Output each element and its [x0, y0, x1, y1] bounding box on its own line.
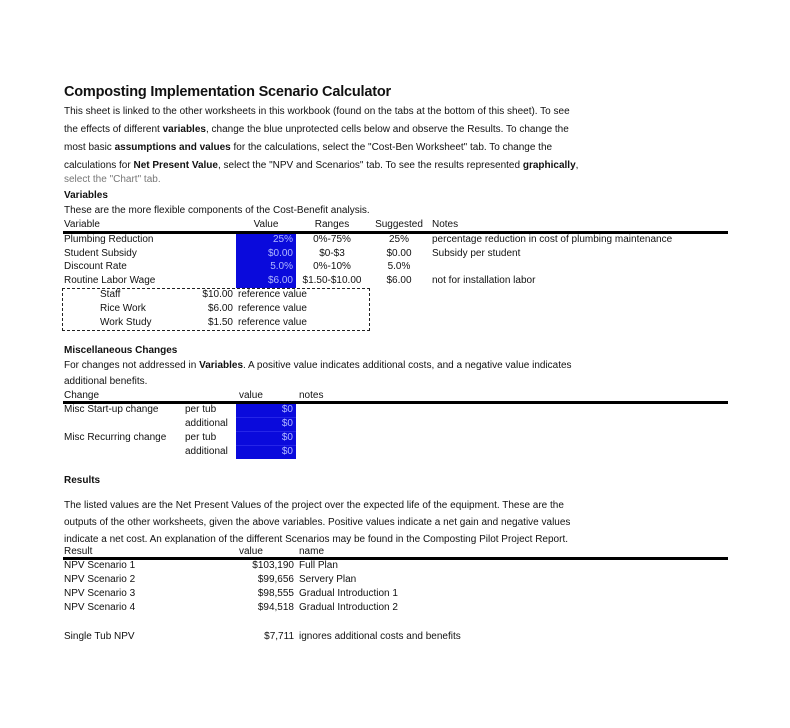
variable-notes: percentage reduction in cost of plumbing maintenance	[432, 234, 673, 245]
reference-label: reference value	[238, 289, 307, 300]
result-name: Servery Plan	[299, 574, 357, 585]
plumbing-reduction-input[interactable]: 25%	[272, 234, 293, 245]
misc-description-1	[64, 360, 572, 372]
discount-rate-input[interactable]: 5.0%	[270, 261, 293, 272]
result-name: Gradual Introduction 2	[299, 602, 398, 613]
text: most basic	[64, 142, 115, 153]
reference-label: reference value	[238, 317, 307, 328]
header-rule	[63, 401, 728, 404]
intro-line-3	[64, 142, 552, 154]
col-header-ranges: Ranges	[314, 219, 350, 230]
page-title: Composting Implementation Scenario Calculator	[64, 84, 391, 100]
result-label: NPV Scenario 3	[64, 588, 136, 599]
variable-suggested: 5.0%	[387, 261, 411, 272]
col-header-value: value	[239, 546, 263, 557]
misc-change-name: Misc Recurring change	[64, 432, 167, 443]
col-header-notes: Notes	[432, 219, 459, 230]
header-rule	[63, 557, 728, 560]
misc-change-name: Misc Start-up change	[64, 404, 159, 415]
variable-suggested: $0.00	[386, 248, 412, 259]
emphasis-variables: variables	[162, 124, 206, 135]
col-header-notes: notes	[299, 390, 324, 401]
text: , change the blue unprotected cells below and observe the Results. To change the	[205, 124, 569, 135]
emphasis-assumptions: assumptions and values	[114, 142, 231, 153]
variable-name: Student Subsidy	[64, 248, 137, 259]
misc-recurring-per-tub-input[interactable]: $0	[281, 432, 293, 443]
intro-line-5: select the "Chart" tab.	[64, 174, 161, 185]
single-tub-label: Single Tub NPV	[64, 631, 135, 642]
variable-notes: Subsidy per student	[432, 248, 521, 259]
variables-heading: Variables	[64, 190, 108, 201]
reference-label: reference value	[238, 303, 307, 314]
text: ,	[575, 160, 579, 171]
results-description-2: outputs of the other worksheets, given the above variables. Positive values indicate a net gain and negative values	[64, 517, 571, 528]
reference-value: $1.50	[207, 317, 233, 328]
variable-name: Plumbing Reduction	[64, 234, 154, 245]
col-header-suggested: Suggested	[375, 219, 423, 230]
text: the effects of different	[64, 124, 163, 135]
routine-labor-wage-input[interactable]: $6.00	[267, 275, 293, 286]
text: For changes not addressed in	[64, 360, 200, 371]
col-header-change: Change	[64, 390, 100, 401]
misc-startup-additional-input[interactable]: $0	[281, 418, 293, 429]
variable-suggested: $6.00	[386, 275, 412, 286]
text: . A positive value indicates additional costs, and a negative value indicates	[243, 360, 572, 371]
emphasis-npv: Net Present Value	[133, 160, 218, 171]
variable-suggested: 25%	[388, 234, 409, 245]
misc-change-sub: additional	[185, 418, 228, 429]
col-header-result: Result	[64, 546, 93, 557]
col-header-value: Value	[253, 219, 279, 230]
result-value: $94,518	[257, 602, 294, 613]
misc-description-2: additional benefits.	[64, 376, 148, 387]
single-tub-name: ignores additional costs and benefits	[299, 631, 461, 642]
reference-value: $6.00	[207, 303, 233, 314]
result-value: $103,190	[252, 560, 294, 571]
reference-name: Work Study	[100, 317, 152, 328]
misc-startup-per-tub-input[interactable]: $0	[281, 404, 293, 415]
misc-change-sub: per tub	[185, 404, 217, 415]
result-name: Full Plan	[299, 560, 338, 571]
result-name: Gradual Introduction 1	[299, 588, 398, 599]
intro-line-2	[64, 124, 569, 136]
intro-line-4	[64, 160, 578, 172]
single-tub-value: $7,711	[264, 631, 294, 642]
result-label: NPV Scenario 2	[64, 574, 136, 585]
student-subsidy-input[interactable]: $0.00	[267, 248, 293, 259]
variable-range: $0-$3	[319, 248, 345, 259]
results-description-3: indicate a net cost. An explanation of the different Scenarios may be found in the Composting Pilot Project Report.	[64, 534, 569, 545]
variable-name: Discount Rate	[64, 261, 127, 272]
variables-description: These are the more flexible components of the Cost-Benefit analysis.	[64, 205, 370, 216]
reference-name: Rice Work	[100, 303, 146, 314]
misc-recurring-additional-input[interactable]: $0	[281, 446, 293, 457]
misc-change-sub: per tub	[185, 432, 217, 443]
results-description-1: The listed values are the Net Present Values of the project over the expected life of the equipment. These are the	[64, 500, 564, 511]
variable-range: $1.50-$10.00	[302, 275, 362, 286]
result-value: $98,555	[257, 588, 294, 599]
results-heading: Results	[64, 475, 101, 486]
intro-line-5-clipped	[64, 174, 364, 185]
text: for the calculations, select the "Cost-Ben Worksheet" tab. To change the	[230, 142, 553, 153]
emphasis-graphically: graphically	[522, 160, 576, 171]
variable-notes: not for installation labor	[432, 275, 536, 286]
variable-name: Routine Labor Wage	[64, 275, 156, 286]
col-header-variable: Variable	[64, 219, 100, 230]
col-header-name: name	[299, 546, 325, 557]
text: calculations for	[64, 160, 134, 171]
variable-range: 0%-75%	[313, 234, 351, 245]
result-label: NPV Scenario 4	[64, 602, 136, 613]
misc-change-sub: additional	[185, 446, 228, 457]
reference-value: $10.00	[202, 289, 233, 300]
variable-range: 0%-10%	[313, 261, 351, 272]
reference-name: Staff	[100, 289, 121, 300]
text: , select the "NPV and Scenarios" tab. To see the results represented	[217, 160, 523, 171]
emphasis-variables: Variables	[199, 360, 244, 371]
col-header-value: value	[239, 390, 263, 401]
intro-line-1: This sheet is linked to the other worksheets in this workbook (found on the tabs at the bottom of this sheet). To see	[64, 106, 570, 117]
result-label: NPV Scenario 1	[64, 560, 136, 571]
misc-heading: Miscellaneous Changes	[64, 345, 178, 356]
result-value: $99,656	[257, 574, 294, 585]
